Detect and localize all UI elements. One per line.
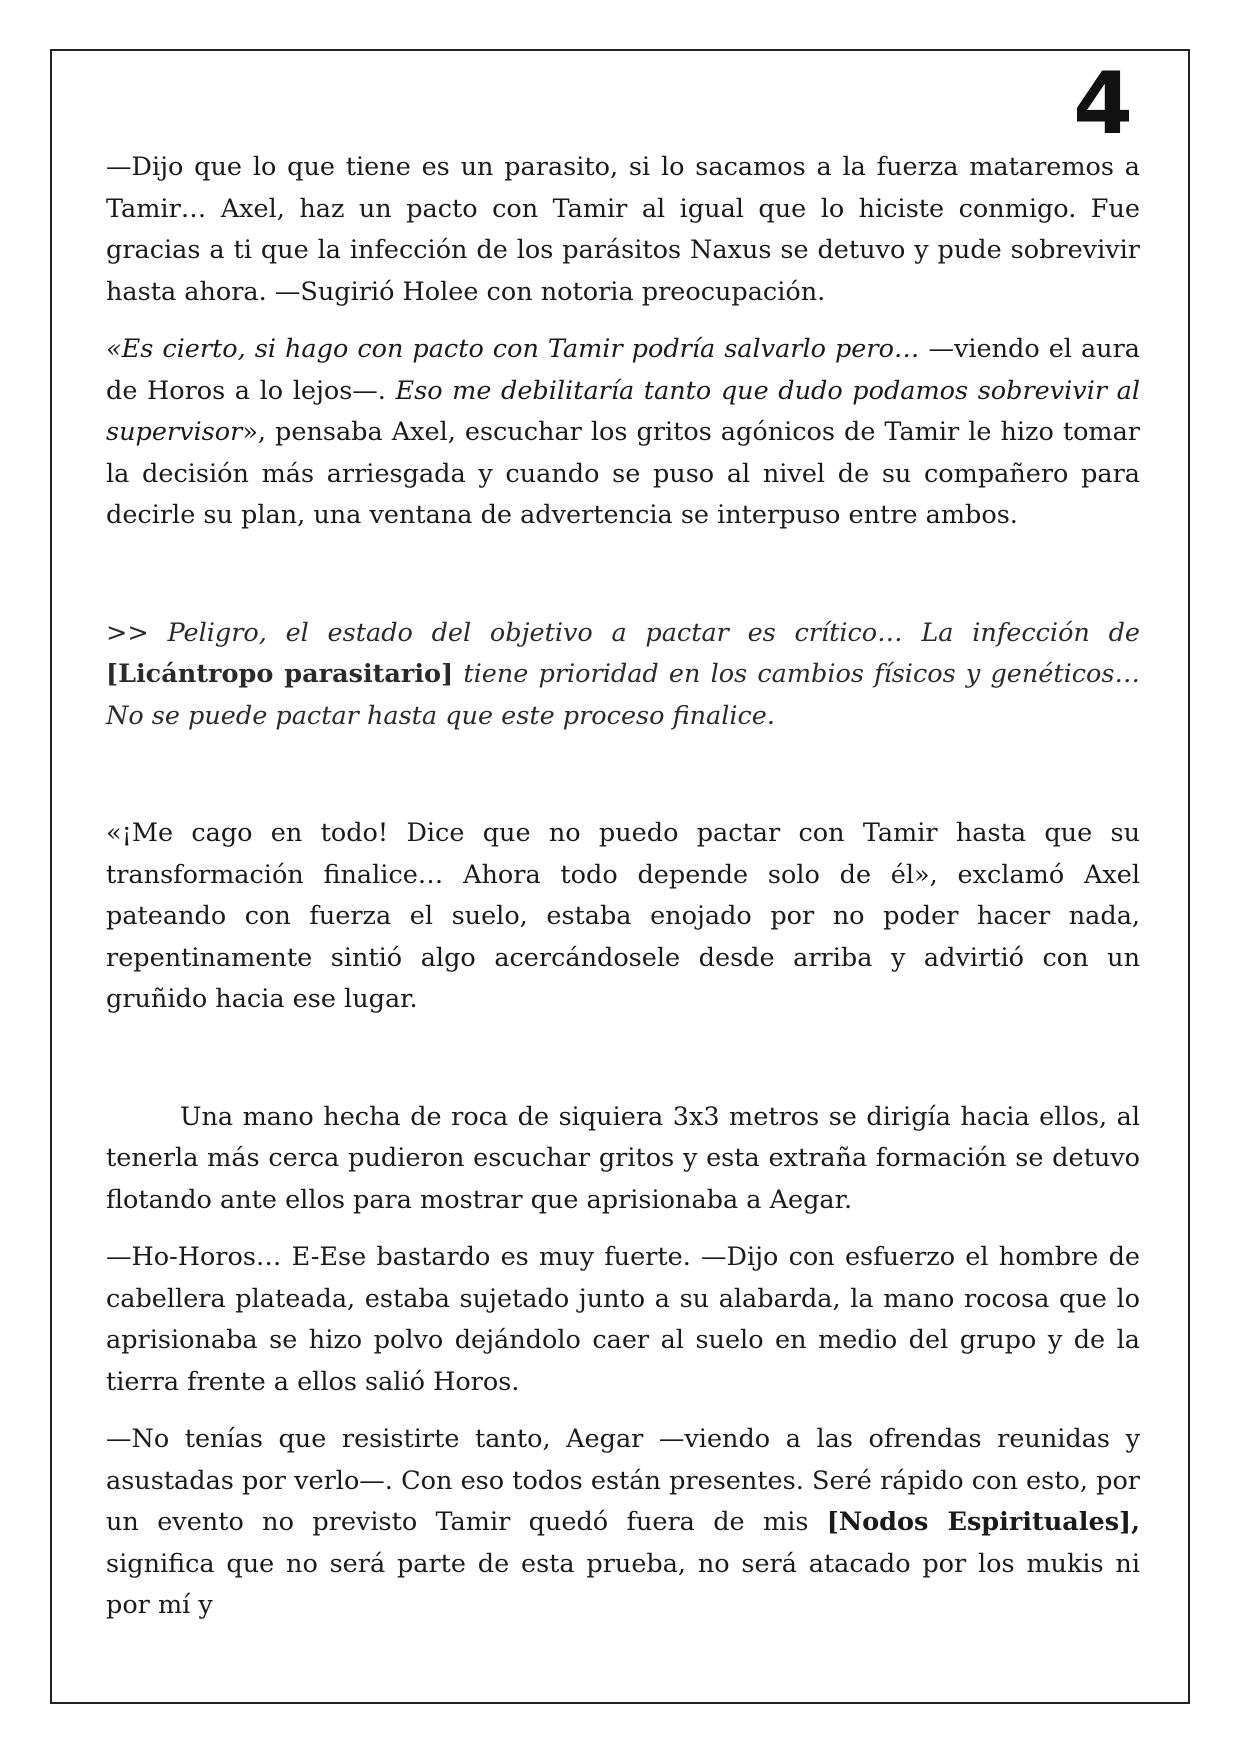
warning-prefix: >> bbox=[106, 617, 168, 648]
narration-text-2: », pensaba Axel, escuchar los gritos agónicos de Tamir le hizo tomar la decisión más arriesgada y cuando se puso al nivel de su compañero para decirle su plan, una ventana de advertencia se interpuso entre ambos. bbox=[106, 417, 1140, 530]
page-frame bbox=[50, 49, 1190, 1704]
page-body bbox=[106, 147, 1140, 1643]
narration-text-1: —viendo el aura de Horos a lo lejos—. bbox=[106, 334, 1140, 406]
page-number: 4 bbox=[1073, 54, 1133, 154]
paragraph-6: —Ho-Horos… E-Ese bastardo es muy fuerte. —Dijo con esfuerzo el hombre de cabellera plateada, estaba sujetado junto a su alabarda, la mano rocosa que lo aprisionaba se hizo polvo dejándolo caer al suelo en medio del grupo y de la tierra frente a ellos salió Horos. bbox=[106, 1242, 1140, 1397]
paragraph-5: Una mano hecha de roca de siquiera 3x3 metros se dirigía hacia ellos, al tenerla más cerca pudieron escuchar gritos y esta extraña formación se detuvo flotando ante ellos para mostrar que aprisionaba a Aegar. bbox=[106, 1101, 1140, 1215]
paragraph-2 bbox=[106, 329, 1140, 537]
paragraph-7-text-1: —No tenías que resistirte tanto, Aegar —viendo a las ofrendas reunidas y asustadas por verlo—. Con eso todos están presentes. Seré rápido con esto, por un evento no previsto Tamir quedó fuera de mis bbox=[106, 1424, 1140, 1537]
warning-text-1: Peligro, el estado del objetivo a pactar es crítico… La infección de bbox=[167, 617, 1140, 648]
thought-text-2: Eso me debilitaría tanto que dudo podamos sobrevivir al supervisor bbox=[106, 375, 1141, 447]
thought-text-1: «Es cierto, si hago con pacto con Tamir podría salvarlo pero… bbox=[106, 334, 920, 364]
warning-text-2: tiene prioridad en los cambios físicos y genéticos… No se puede pactar hasta que este proceso finalice. bbox=[106, 659, 1140, 731]
paragraph-4: «¡Me cago en todo! Dice que no puedo pactar con Tamir hasta que su transformación finalice… Ahora todo depende solo de él», exclamó Axel pateando con fuerza el suelo, estaba enojado por no poder hacer nada, repentinamente sintió algo acercándosele desde arriba y advirtió con un gruñido hacia ese lugar. bbox=[106, 818, 1140, 1014]
system-warning bbox=[106, 613, 1140, 738]
paragraph-7 bbox=[106, 1419, 1140, 1627]
paragraph-1: —Dijo que lo que tiene es un parasito, si lo sacamos a la fuerza mataremos a Tamir… Axel, haz un pacto con Tamir al igual que lo hiciste conmigo. Fue gracias a ti que la infección de los parásitos Naxus se detuvo y pude sobrevivir hasta ahora. —Sugirió Holee con notoria preocupación. bbox=[106, 152, 1140, 307]
paragraph-7-bold-term: [Nodos Espirituales], bbox=[826, 1507, 1140, 1537]
paragraph-7-text-2: significa que no será parte de esta prueba, no será atacado por los mukis ni por mí y bbox=[106, 1548, 1140, 1620]
warning-bold-term: [Licántropo parasitario] bbox=[106, 659, 454, 689]
